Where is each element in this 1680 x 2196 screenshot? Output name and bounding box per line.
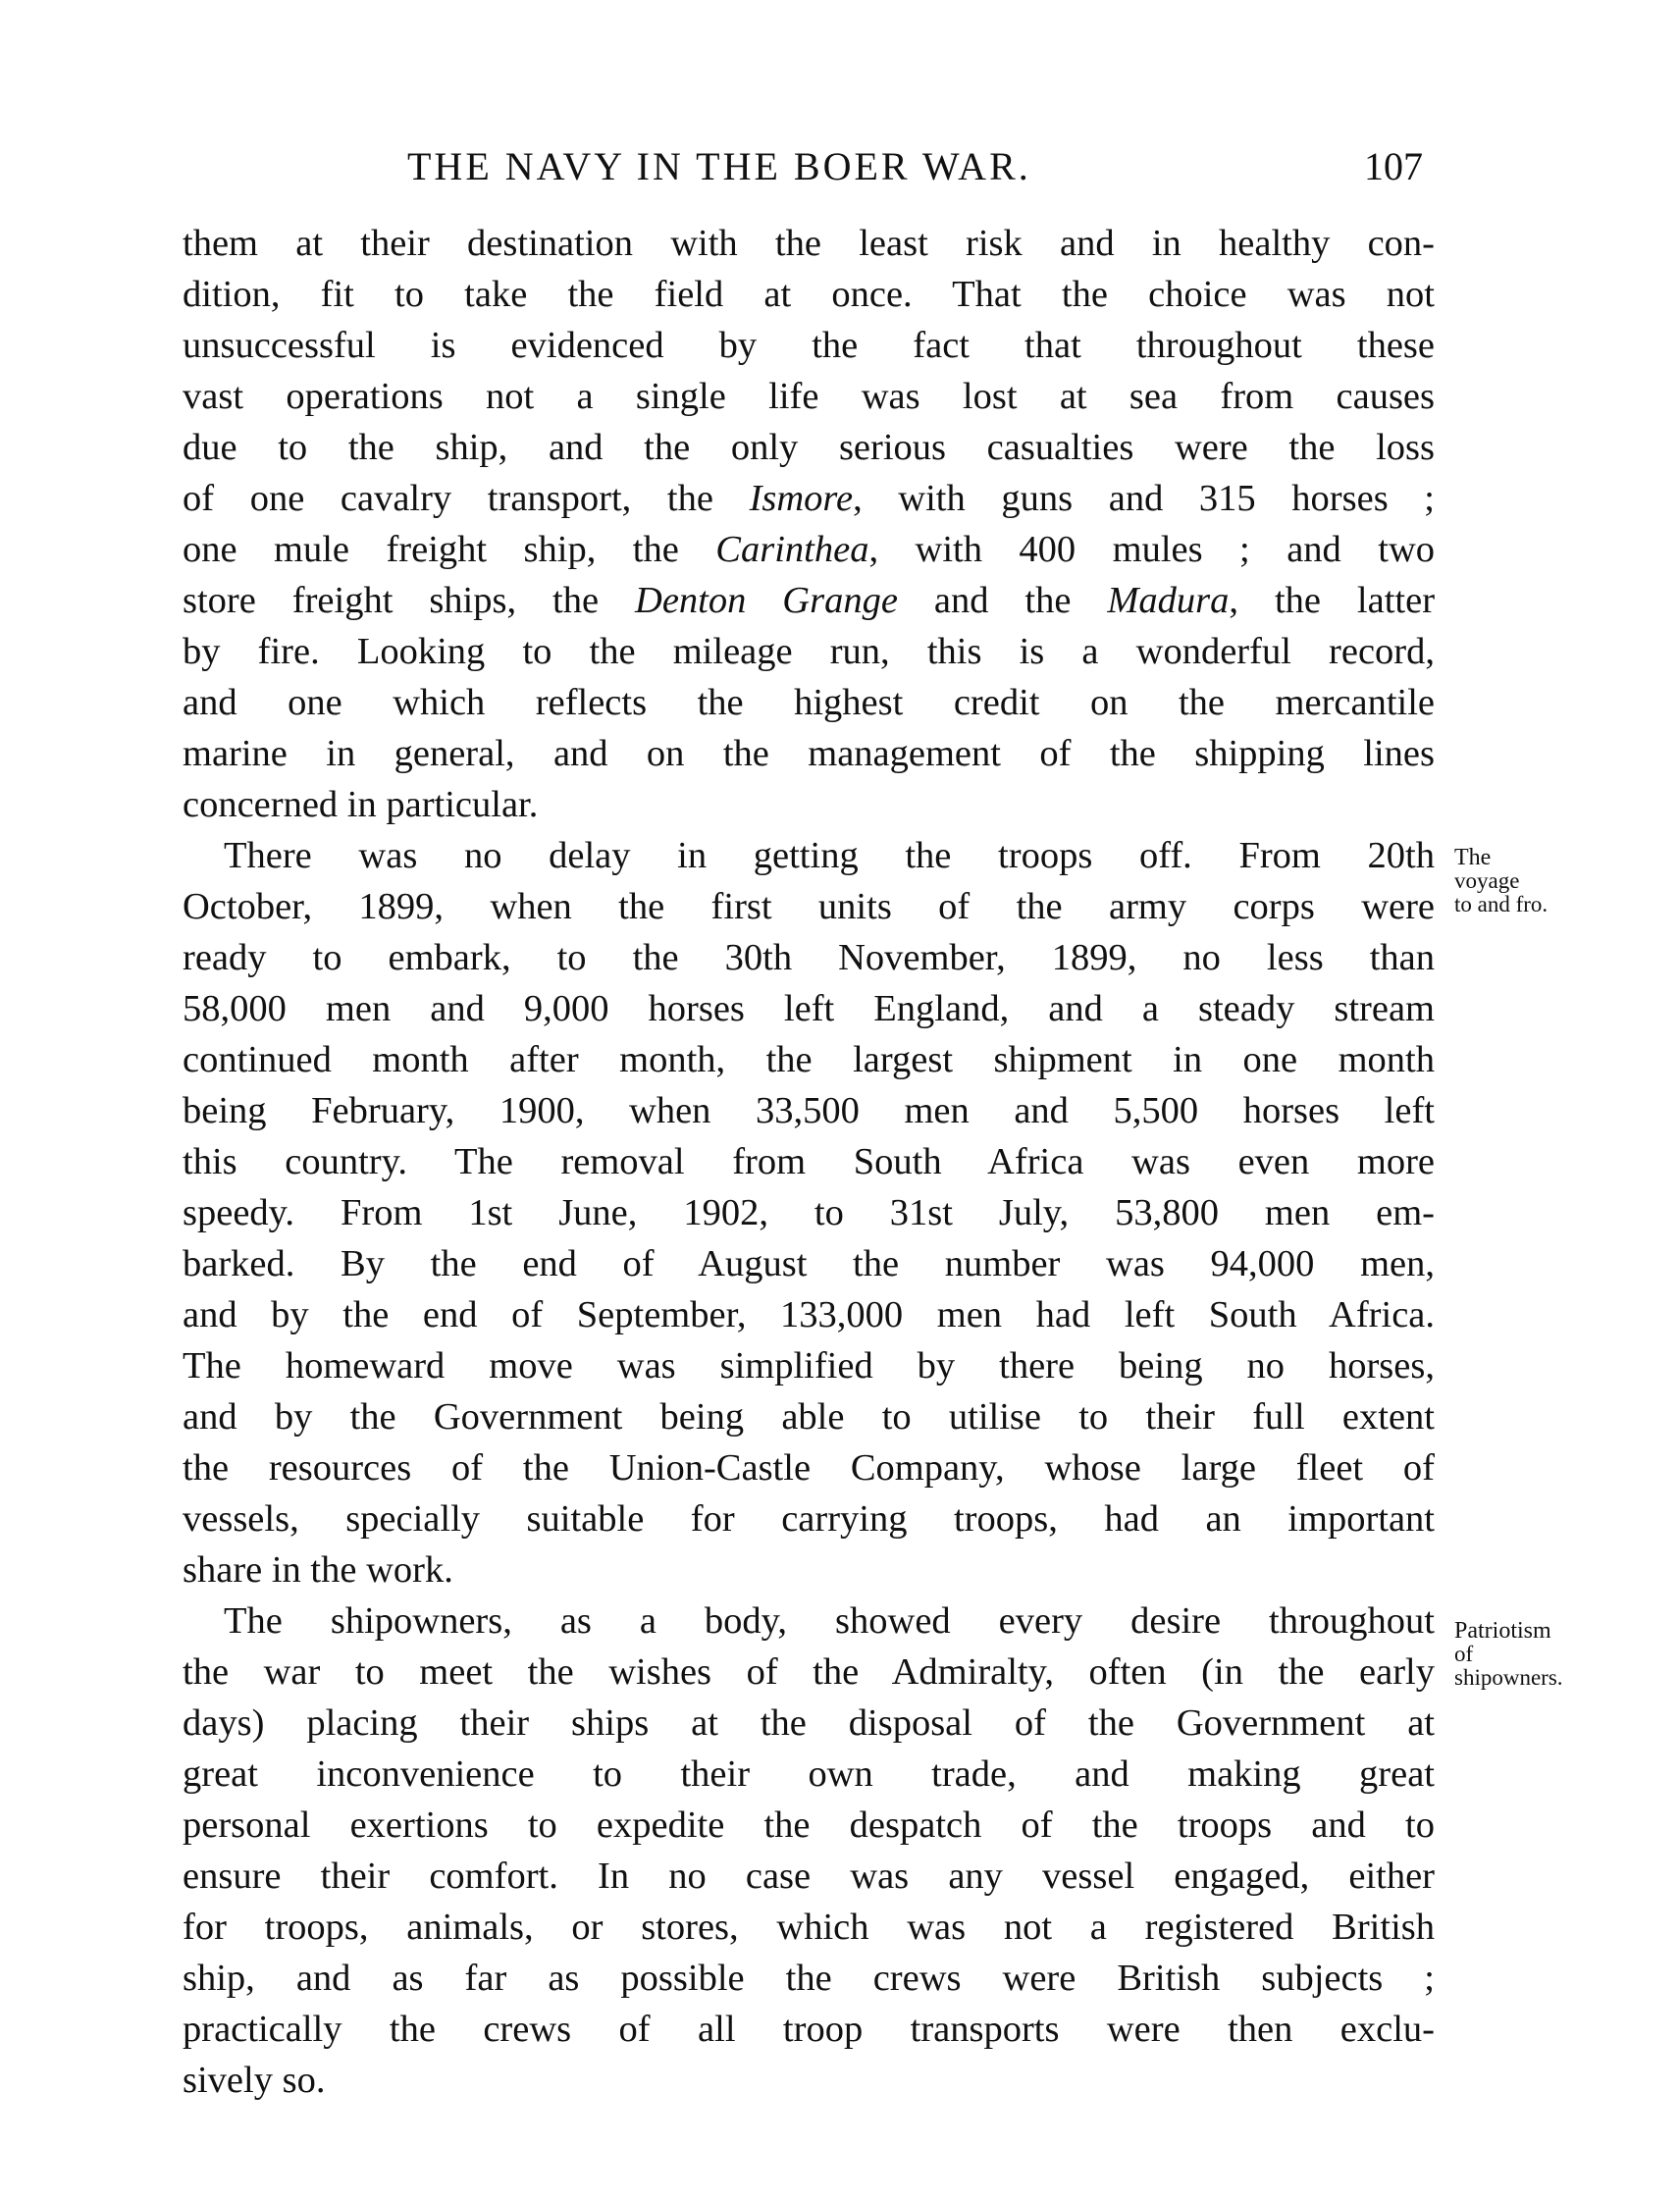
ship-name: Denton Grange bbox=[635, 580, 898, 621]
text-line: and by the end of September, 133,000 men had left South Africa. bbox=[183, 1294, 1435, 1335]
text-line: The shipowners, as a body, showed every desire throughout bbox=[224, 1600, 1435, 1642]
text-line: practically the crews of all troop transports were then exclu- bbox=[183, 2009, 1435, 2050]
text-line: this country. The removal from South Africa was even more bbox=[183, 1141, 1435, 1182]
paragraph bbox=[183, 1595, 1435, 2106]
text-line: share in the work. bbox=[183, 1549, 453, 1591]
sidenote-patriotism-line: shipowners. bbox=[1454, 1665, 1563, 1690]
text-line: ship, and as far as possible the crews were British subjects ; bbox=[183, 1958, 1435, 1999]
page-number: 107 bbox=[1364, 144, 1423, 188]
sidenote-patriotism bbox=[1454, 1619, 1563, 1690]
text-line: The homeward move was simplified by there being no horses, bbox=[183, 1345, 1435, 1386]
running-head: THE NAVY IN THE BOER WAR. bbox=[407, 144, 1031, 188]
text-line: vessels, specially suitable for carrying troops, had an important bbox=[183, 1498, 1435, 1540]
text-line: There was no delay in getting the troops off. From 20th bbox=[224, 835, 1435, 876]
text-line: barked. By the end of August the number was 94,000 men, bbox=[183, 1243, 1435, 1284]
body-text bbox=[183, 218, 1435, 2106]
text-line: and by the Government being able to utilise to their full extent bbox=[183, 1396, 1435, 1438]
text-line: marine in general, and on the management of the shipping lines bbox=[183, 733, 1435, 774]
text-line: one mule freight ship, the Carinthea, with 400 mules ; and two bbox=[183, 529, 1435, 570]
text-line: sively so. bbox=[183, 2060, 326, 2101]
sidenote-patriotism-line: of bbox=[1454, 1642, 1474, 1666]
text-line: them at their destination with the least risk and in healthy con- bbox=[183, 223, 1435, 264]
text-line: days) placing their ships at the disposal of the Government at bbox=[183, 1702, 1435, 1744]
text-line: 58,000 men and 9,000 horses left England, and a steady stream bbox=[183, 988, 1435, 1029]
ship-name: Madura bbox=[1107, 580, 1230, 621]
text-line: for troops, animals, or stores, which was not a registered British bbox=[183, 1907, 1435, 1948]
text-line: continued month after month, the largest shipment in one month bbox=[183, 1039, 1435, 1080]
text-line: unsuccessful is evidenced by the fact that throughout these bbox=[183, 325, 1435, 366]
text-line: and one which reflects the highest credit on the mercantile bbox=[183, 682, 1435, 723]
text-line: ensure their comfort. In no case was any vessel engaged, either bbox=[183, 1856, 1435, 1897]
text-line: being February, 1900, when 33,500 men and 5,500 horses left bbox=[183, 1090, 1435, 1131]
text-line: vast operations not a single life was lost at sea from causes bbox=[183, 376, 1435, 417]
sidenote-voyage bbox=[1454, 846, 1548, 916]
sidenote-voyage-line: voyage bbox=[1454, 868, 1520, 893]
text-line: speedy. From 1st June, 1902, to 31st July, 53,800 men em- bbox=[183, 1192, 1435, 1233]
text-line: ready to embark, to the 30th November, 1899, no less than bbox=[183, 937, 1435, 978]
sidenote-voyage-line: The bbox=[1454, 845, 1492, 870]
text-line: due to the ship, and the only serious casualties were the loss bbox=[183, 427, 1435, 468]
text-line: dition, fit to take the field at once. That the choice was not bbox=[183, 274, 1435, 315]
text-line: by fire. Looking to the mileage run, this is a wonderful record, bbox=[183, 631, 1435, 672]
text-line: October, 1899, when the first units of the army corps were bbox=[183, 886, 1435, 927]
text-line: the war to meet the wishes of the Admiralty, often (in the early bbox=[183, 1651, 1435, 1693]
text-line: the resources of the Union-Castle Company, whose large fleet of bbox=[183, 1447, 1435, 1489]
text-line: personal exertions to expedite the despatch of the troops and to bbox=[183, 1804, 1435, 1846]
ship-name: Carinthea bbox=[715, 529, 869, 570]
text-line: great inconvenience to their own trade, and making great bbox=[183, 1753, 1435, 1795]
text-line: store freight ships, the Denton Grange and the Madura, the latter bbox=[183, 580, 1436, 621]
sidenote-voyage-line: to and fro. bbox=[1454, 892, 1549, 916]
text-line: of one cavalry transport, the Ismore, with guns and 315 horses ; bbox=[183, 478, 1435, 519]
paragraph bbox=[183, 830, 1435, 1595]
text-line: concerned in particular. bbox=[183, 784, 539, 825]
ship-name: Ismore bbox=[749, 478, 854, 519]
paragraph bbox=[183, 218, 1435, 830]
sidenote-patriotism-line: Patriotism bbox=[1454, 1618, 1551, 1644]
